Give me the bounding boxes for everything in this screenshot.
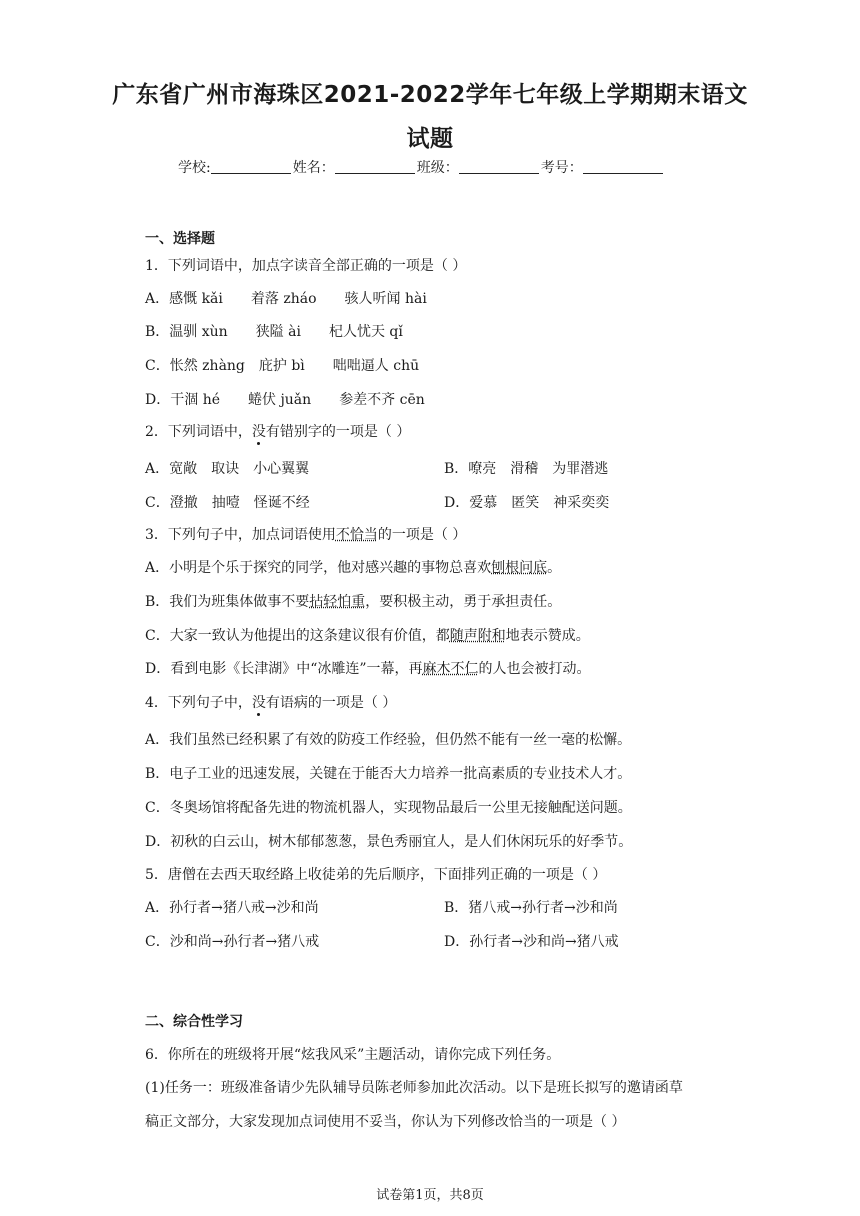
q2-option-a[interactable]: A．宽敞 取诀 小心翼翼 <box>145 461 310 477</box>
q2-stem-post: 有错别字的一项是（ ） <box>265 424 411 440</box>
q3-a-dotted-phrase: 刨根问底 <box>491 560 548 576</box>
school-blank[interactable] <box>211 159 291 174</box>
q1-a-word1: 感慨 <box>169 291 198 307</box>
name-label: 姓名： <box>292 160 335 176</box>
q5-option-b[interactable]: B．猪八戒→孙行者→沙和尚 <box>444 900 618 916</box>
q1-b-word1: 温驯 <box>169 324 198 340</box>
class-label: 班级： <box>416 160 459 176</box>
q1-b-word2: 狭隘 <box>255 324 284 340</box>
class-blank[interactable] <box>459 159 539 174</box>
q1-b-pinyin3: qǐ <box>389 324 403 340</box>
option-label: C． <box>145 358 170 374</box>
exam-title-line2: 试题 <box>406 126 454 152</box>
q4-stem <box>145 692 396 712</box>
exam-number-blank[interactable] <box>583 159 663 174</box>
q4-stem-post: 有语病的一项是（ ） <box>265 695 397 711</box>
q6-task1-line1: (1)任务一：班级准备请少先队辅导员陈老师参加此次活动。以下是班长拟写的邀请函草 <box>145 1080 683 1096</box>
q1-a-word2: 着落 <box>250 291 279 307</box>
q4-option-b[interactable]: B．电子工业的迅速发展，关键在于能否大力培养一批高素质的专业技术人才。 <box>145 766 632 782</box>
q4-option-d[interactable]: D．初秋的白云山，树木郁郁葱葱，景色秀丽宜人，是人们休闲玩乐的好季节。 <box>145 834 633 850</box>
q1-b-pinyin1: xùn <box>201 324 228 340</box>
school-label: 学校: <box>178 160 211 176</box>
q2-option-b[interactable]: B．嘹亮 滑稽 为罪潜逃 <box>444 461 609 477</box>
q3-c-end: 地表示赞成。 <box>505 628 590 644</box>
student-info-row <box>178 157 665 177</box>
q5-option-c[interactable]: C．沙和尚→孙行者→猪八戒 <box>145 934 320 950</box>
q1-d-pinyin2: juǎn <box>280 392 312 408</box>
q3-c-dotted-phrase: 随声附和 <box>449 628 506 644</box>
q5-option-d[interactable]: D．孙行者→沙和尚→猪八戒 <box>444 934 619 950</box>
q1-c-pinyin1: zhàng <box>202 358 245 374</box>
q4-stem-emphasis: 没 <box>251 695 266 711</box>
q3-stem <box>145 524 466 544</box>
q3-a-text: A．小明是个乐于探究的同学，他对感兴趣的事物总喜欢 <box>145 560 492 576</box>
q1-d-pinyin1: hé <box>202 392 220 408</box>
q1-stem: 1．下列词语中，加点字读音全部正确的一项是（ ） <box>145 258 467 274</box>
q1-c-word2: 庇护 <box>258 358 287 374</box>
section-heading-comprehensive: 二、综合性学习 <box>145 1014 243 1030</box>
q3-option-d[interactable] <box>145 658 591 678</box>
exam-number-label: 考号： <box>540 160 583 176</box>
q3-d-dotted-phrase: 麻木不仁 <box>422 661 479 677</box>
q3-a-end: 。 <box>547 560 562 576</box>
q3-b-text: B．我们为班集体做事不要 <box>145 594 310 610</box>
q1-c-pinyin3: chū <box>393 358 420 374</box>
q1-a-pinyin1: kǎi <box>201 291 223 307</box>
q2-stem-emphasis: 没 <box>251 424 266 440</box>
q1-d-pinyin3: cēn <box>399 392 425 408</box>
option-label: B． <box>145 324 170 340</box>
q1-b-word3: 杞人忧天 <box>328 324 385 340</box>
q2-option-d[interactable]: D．爱慕 匿笑 神采奕奕 <box>444 495 610 511</box>
q3-option-b[interactable] <box>145 591 561 611</box>
option-label: A． <box>145 291 170 307</box>
q3-d-end: 的人也会被打动。 <box>478 661 591 677</box>
page-footer: 试卷第1页，共8页 <box>376 1188 484 1203</box>
q6-task1-line2: 稿正文部分，大家发现加点词使用不妥当，你认为下列修改恰当的一项是（ ） <box>145 1114 626 1130</box>
q1-option-c[interactable] <box>145 355 419 375</box>
option-label: D． <box>145 392 171 408</box>
q5-stem: 5．唐僧在去西天取经路上收徒弟的先后顺序，下面排列正确的一项是（ ） <box>145 867 607 883</box>
q3-b-end: ，要积极主动，勇于承担责任。 <box>365 594 562 610</box>
q1-option-b[interactable] <box>145 321 403 341</box>
q1-a-word3: 骇人听闻 <box>344 291 401 307</box>
q2-stem-pre: 2．下列词语中， <box>145 424 252 440</box>
q5-option-a[interactable]: A．孙行者→猪八戒→沙和尚 <box>145 900 319 916</box>
q1-c-word1: 怅然 <box>169 358 198 374</box>
q1-c-pinyin2: bì <box>291 358 305 374</box>
q1-a-pinyin2: zháo <box>283 291 317 307</box>
q3-d-text: D．看到电影《长津湖》中“冰雕连”一幕，再 <box>145 661 423 677</box>
section-heading-choice: 一、选择题 <box>145 231 215 247</box>
q4-stem-pre: 4．下列句子中， <box>145 695 252 711</box>
q1-option-d[interactable] <box>145 389 425 409</box>
q3-stem-pre: 3．下列句子中，加点词语使用 <box>145 527 336 543</box>
q3-stem-emphasis: 不恰当 <box>335 527 378 543</box>
q6-stem: 6．你所在的班级将开展“炫我风采”主题活动，请你完成下列任务。 <box>145 1047 561 1063</box>
q3-option-a[interactable] <box>145 557 561 577</box>
exam-title-line1: 广东省广州市海珠区2021-2022学年七年级上学期期末语文 <box>112 82 748 108</box>
q1-d-word2: 蜷伏 <box>248 392 276 408</box>
q4-option-c[interactable]: C．冬奥场馆将配备先进的物流机器人，实现物品最后一公里无接触配送问题。 <box>145 800 632 816</box>
name-blank[interactable] <box>335 159 415 174</box>
q1-d-word3: 参差不齐 <box>339 392 396 408</box>
q1-d-word1: 干涸 <box>170 392 199 408</box>
q3-b-dotted-phrase: 拈轻怕重 <box>309 594 366 610</box>
q3-option-c[interactable] <box>145 625 590 645</box>
q2-stem <box>145 421 410 441</box>
q1-a-pinyin3: hài <box>404 291 427 307</box>
q1-option-a[interactable] <box>145 288 427 308</box>
q3-c-text: C．大家一致认为他提出的这条建议很有价值，都 <box>145 628 450 644</box>
q3-stem-post: 的一项是（ ） <box>377 527 467 543</box>
q4-option-a[interactable]: A．我们虽然已经积累了有效的防疫工作经验，但仍然不能有一丝一毫的松懈。 <box>145 732 632 748</box>
q1-b-pinyin2: ài <box>288 324 301 340</box>
q2-option-c[interactable]: C．澄撤 抽噎 怪诞不经 <box>145 495 310 511</box>
q1-c-word3: 咄咄逼人 <box>332 358 389 374</box>
